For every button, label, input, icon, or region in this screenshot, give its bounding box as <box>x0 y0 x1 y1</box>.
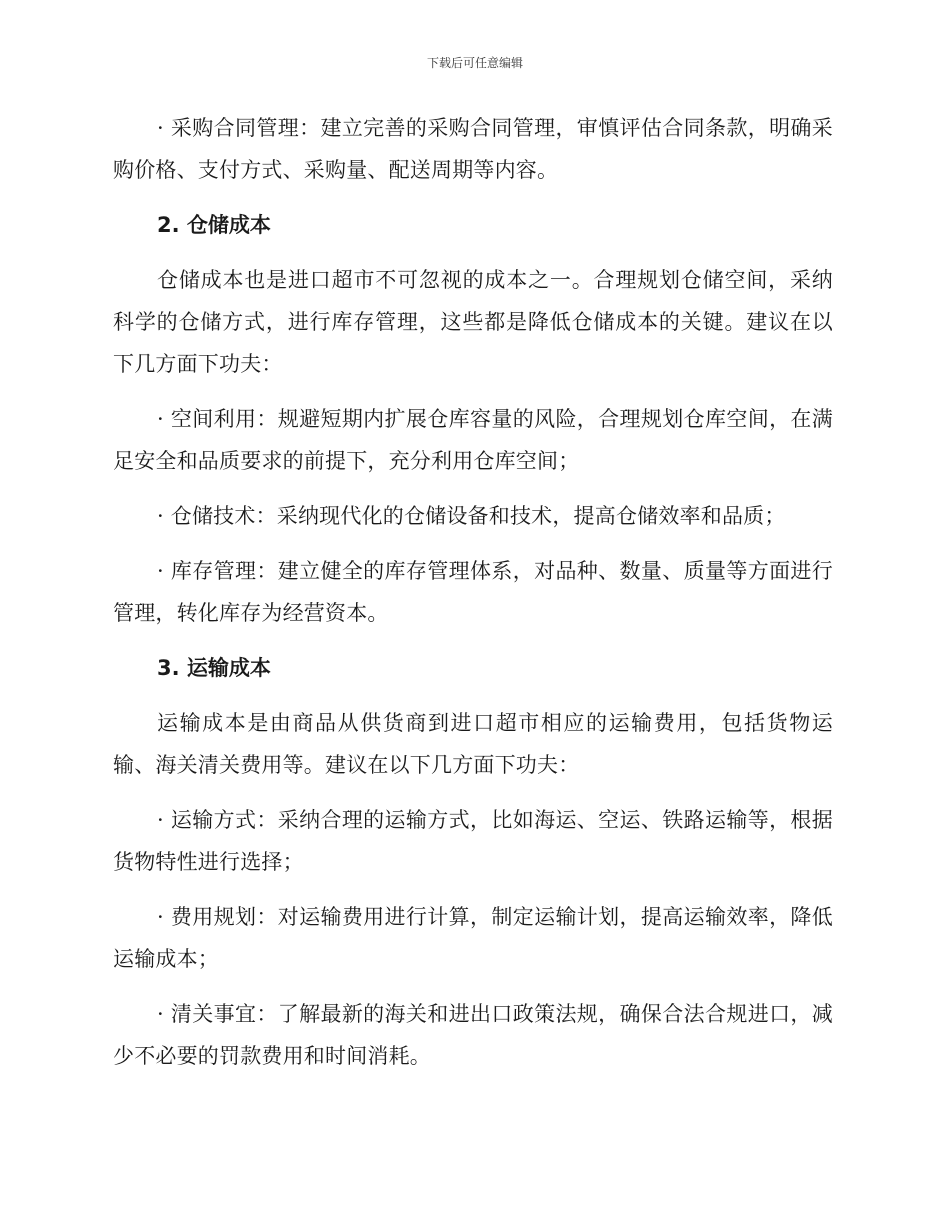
bullet-transport-mode: · 运输方式：采纳合理的运输方式，比如海运、空运、铁路运输等，根据货物特性进行选择； <box>113 808 833 874</box>
bullet-procurement-contract: · 采购合同管理：建立完善的采购合同管理，审慎评估合同条款，明确采购价格、支付方式、采购量、配送周期等内容。 <box>113 116 833 182</box>
section-heading-transport: 3. 运输成本 <box>157 656 271 680</box>
section-heading-warehousing: 2. 仓储成本 <box>157 213 271 237</box>
document-body <box>113 107 833 1090</box>
warehousing-intro-paragraph: 仓储成本也是进口超市不可忽视的成本之一。合理规划仓储空间，采纳科学的仓储方式，进行库存管理，这些都是降低仓储成本的关键。建议在以下几方面下功夫： <box>113 268 833 376</box>
transport-intro-paragraph: 运输成本是由商品从供货商到进口超市相应的运输费用，包括货物运输、海关清关费用等。建议在以下几方面下功夫： <box>113 711 833 777</box>
bullet-space-utilization: · 空间利用：规避短期内扩展仓库容量的风险，合理规划仓库空间，在满足安全和品质要求的前提下，充分利用仓库空间； <box>113 407 833 473</box>
bullet-warehousing-technology: · 仓储技术：采纳现代化的仓储设备和技术，提高仓储效率和品质； <box>157 504 786 528</box>
bullet-cost-planning: · 费用规划：对运输费用进行计算，制定运输计划，提高运输效率，降低运输成本； <box>113 905 833 971</box>
bullet-customs-clearance: · 清关事宜：了解最新的海关和进出口政策法规，确保合法合规进口，减少不必要的罚款费用和时间消耗。 <box>113 1002 833 1068</box>
header-note: 下载后可任意编辑 <box>426 56 523 70</box>
bullet-inventory-management: · 库存管理：建立健全的库存管理体系，对品种、数量、质量等方面进行管理，转化库存为经营资本。 <box>113 559 833 625</box>
